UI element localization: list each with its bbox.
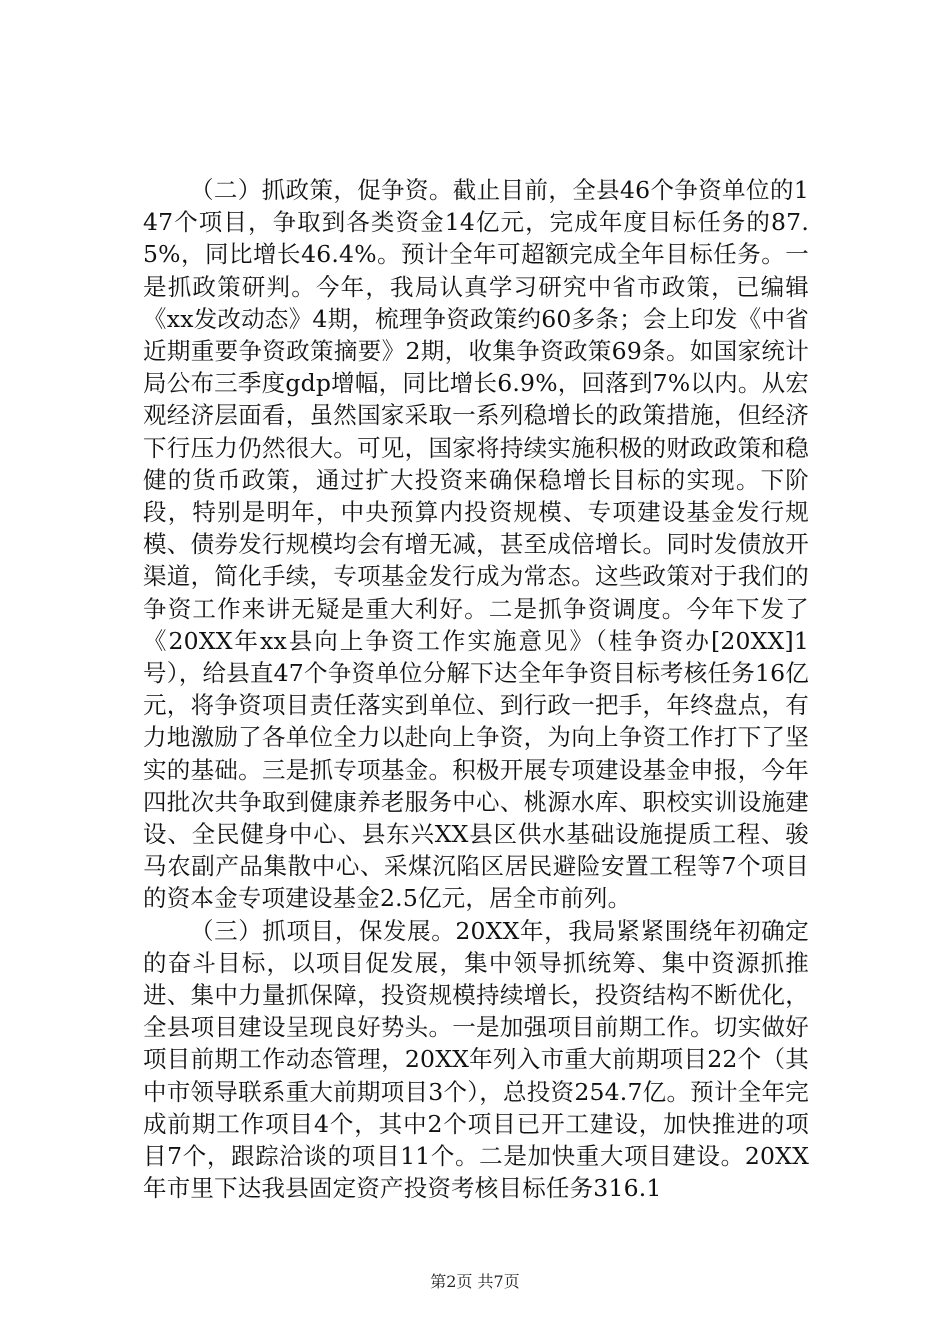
paragraph-policy-funding: （二）抓政策，促争资。截止目前，全县46个争资单位的147个项目，争取到各类资金14亿元，完成年度目标任务的87.5%，同比增长46.4%。预计全年可超额完成全年目标任务。一是抓政策研判。今年，我局认真学习研究中省市政策，已编辑《xx发改动态》4期，梳理争资政策约60多条；会上印发《中省近期重要争资政策摘要》2期，收集争资政策69条。如国家统计局公布三季度gdp增幅，同比增长6.9%，回落到7%以内。从宏观经济层面看，虽然国家采取一系列稳增长的政策措施，但经济下行压力仍然很大。可见，国家将持续实施积极的财政政策和稳健的货币政策，通过扩大投资来确保稳增长目标的实现。下阶段，特别是明年，中央预算内投资规模、专项建设基金发行规模、债券发行规模均会有增无减，甚至成倍增长。同时发债放开渠道，简化手续，专项基金发行成为常态。这些政策对于我们的争资工作来讲无疑是重大利好。二是抓争资调度。今年下发了《20XX年xx县向上争资工作实施意见》（桂争资办[20XX]1号），给县直47个争资单位分解下达全年争资目标考核任务16亿元，将争资项目责任落实到单位、到行政一把手，年终盘点，有力地激励了各单位全力以赴向上争资，为向上争资工作打下了坚实的基础。三是抓专项基金。积极开展专项建设基金申报，今年四批次共争取到健康养老服务中心、桃源水库、职校实训设施建设、全民健身中心、县东兴XX县区供水基础设施提质工程、骏马农副产品集散中心、采煤沉陷区居民避险安置工程等7个项目的资本金专项建设基金2.5亿元，居全市前列。 [143, 176, 809, 913]
document-body [143, 174, 809, 1205]
paragraph-project-development: （三）抓项目，保发展。20XX年，我局紧紧围绕年初确定的奋斗目标，以项目促发展，集中领导抓统筹、集中资源抓推进、集中力量抓保障，投资规模持续增长，投资结构不断优化，全县项目建设呈现良好势头。一是加强项目前期工作。切实做好项目前期工作动态管理，20XX年列入市重大前期项目22个（其中市领导联系重大前期项目3个），总投资254.7亿。预计全年完成前期工作项目4个，其中2个项目已开工建设，加快推进的项目7个，跟踪洽谈的项目11个。二是加快重大项目建设。20XX年市里下达我县固定资产投资考核目标任务316.1 [143, 916, 809, 1203]
page-footer: 第2页 共7页 [430, 1272, 520, 1291]
